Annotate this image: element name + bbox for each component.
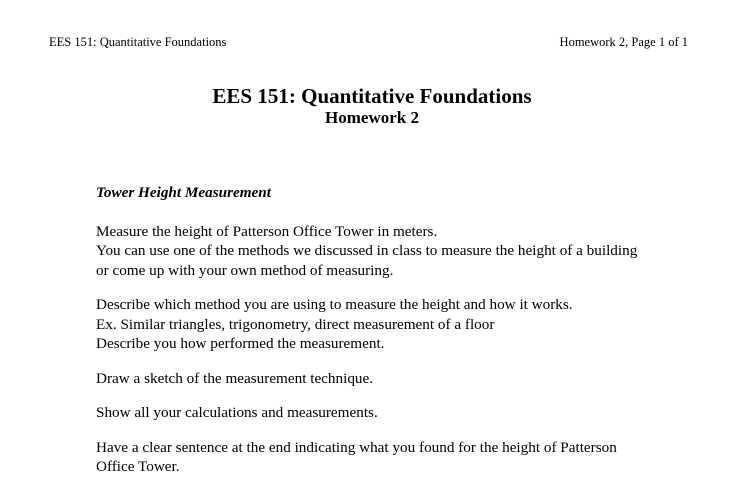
paragraph-line: Have a clear sentence at the end indicating what you found for the height of Patterson	[96, 438, 617, 456]
section-heading: Tower Height Measurement	[96, 184, 271, 201]
paragraph-line: Ex. Similar triangles, trigonometry, direct measurement of a floor	[96, 315, 495, 333]
paragraph-calculations	[96, 403, 696, 423]
title-block	[0, 84, 744, 128]
paragraph-line: or come up with your own method of measuring.	[96, 261, 394, 279]
paragraph-line: Describe which method you are using to measure the height and how it works.	[96, 296, 573, 313]
document-subtitle: Homework 2	[325, 108, 419, 127]
paragraph-conclusion	[96, 438, 696, 477]
paragraph-line: Describe you how performed the measurement.	[96, 335, 385, 352]
paragraph-describe-method	[96, 295, 696, 354]
header-course-title: EES 151: Quantitative Foundations	[49, 35, 227, 49]
paragraph-line: Measure the height of Patterson Office Tower in meters.	[96, 222, 438, 240]
paragraph-line: Draw a sketch of the measurement technique.	[96, 369, 374, 387]
running-header	[49, 35, 688, 49]
paragraph-line: Office Tower.	[96, 458, 180, 475]
document-title: EES 151: Quantitative Foundations	[212, 84, 532, 108]
header-page-number: Homework 2, Page 1 of 1	[559, 35, 688, 49]
paragraph-sketch	[96, 369, 696, 389]
paragraph-line: You can use one of the methods we discussed in class to measure the height of a building	[96, 242, 638, 259]
assignment-content	[96, 183, 696, 492]
paragraph-measure	[96, 222, 696, 281]
paragraph-line: Show all your calculations and measurements.	[96, 404, 378, 421]
